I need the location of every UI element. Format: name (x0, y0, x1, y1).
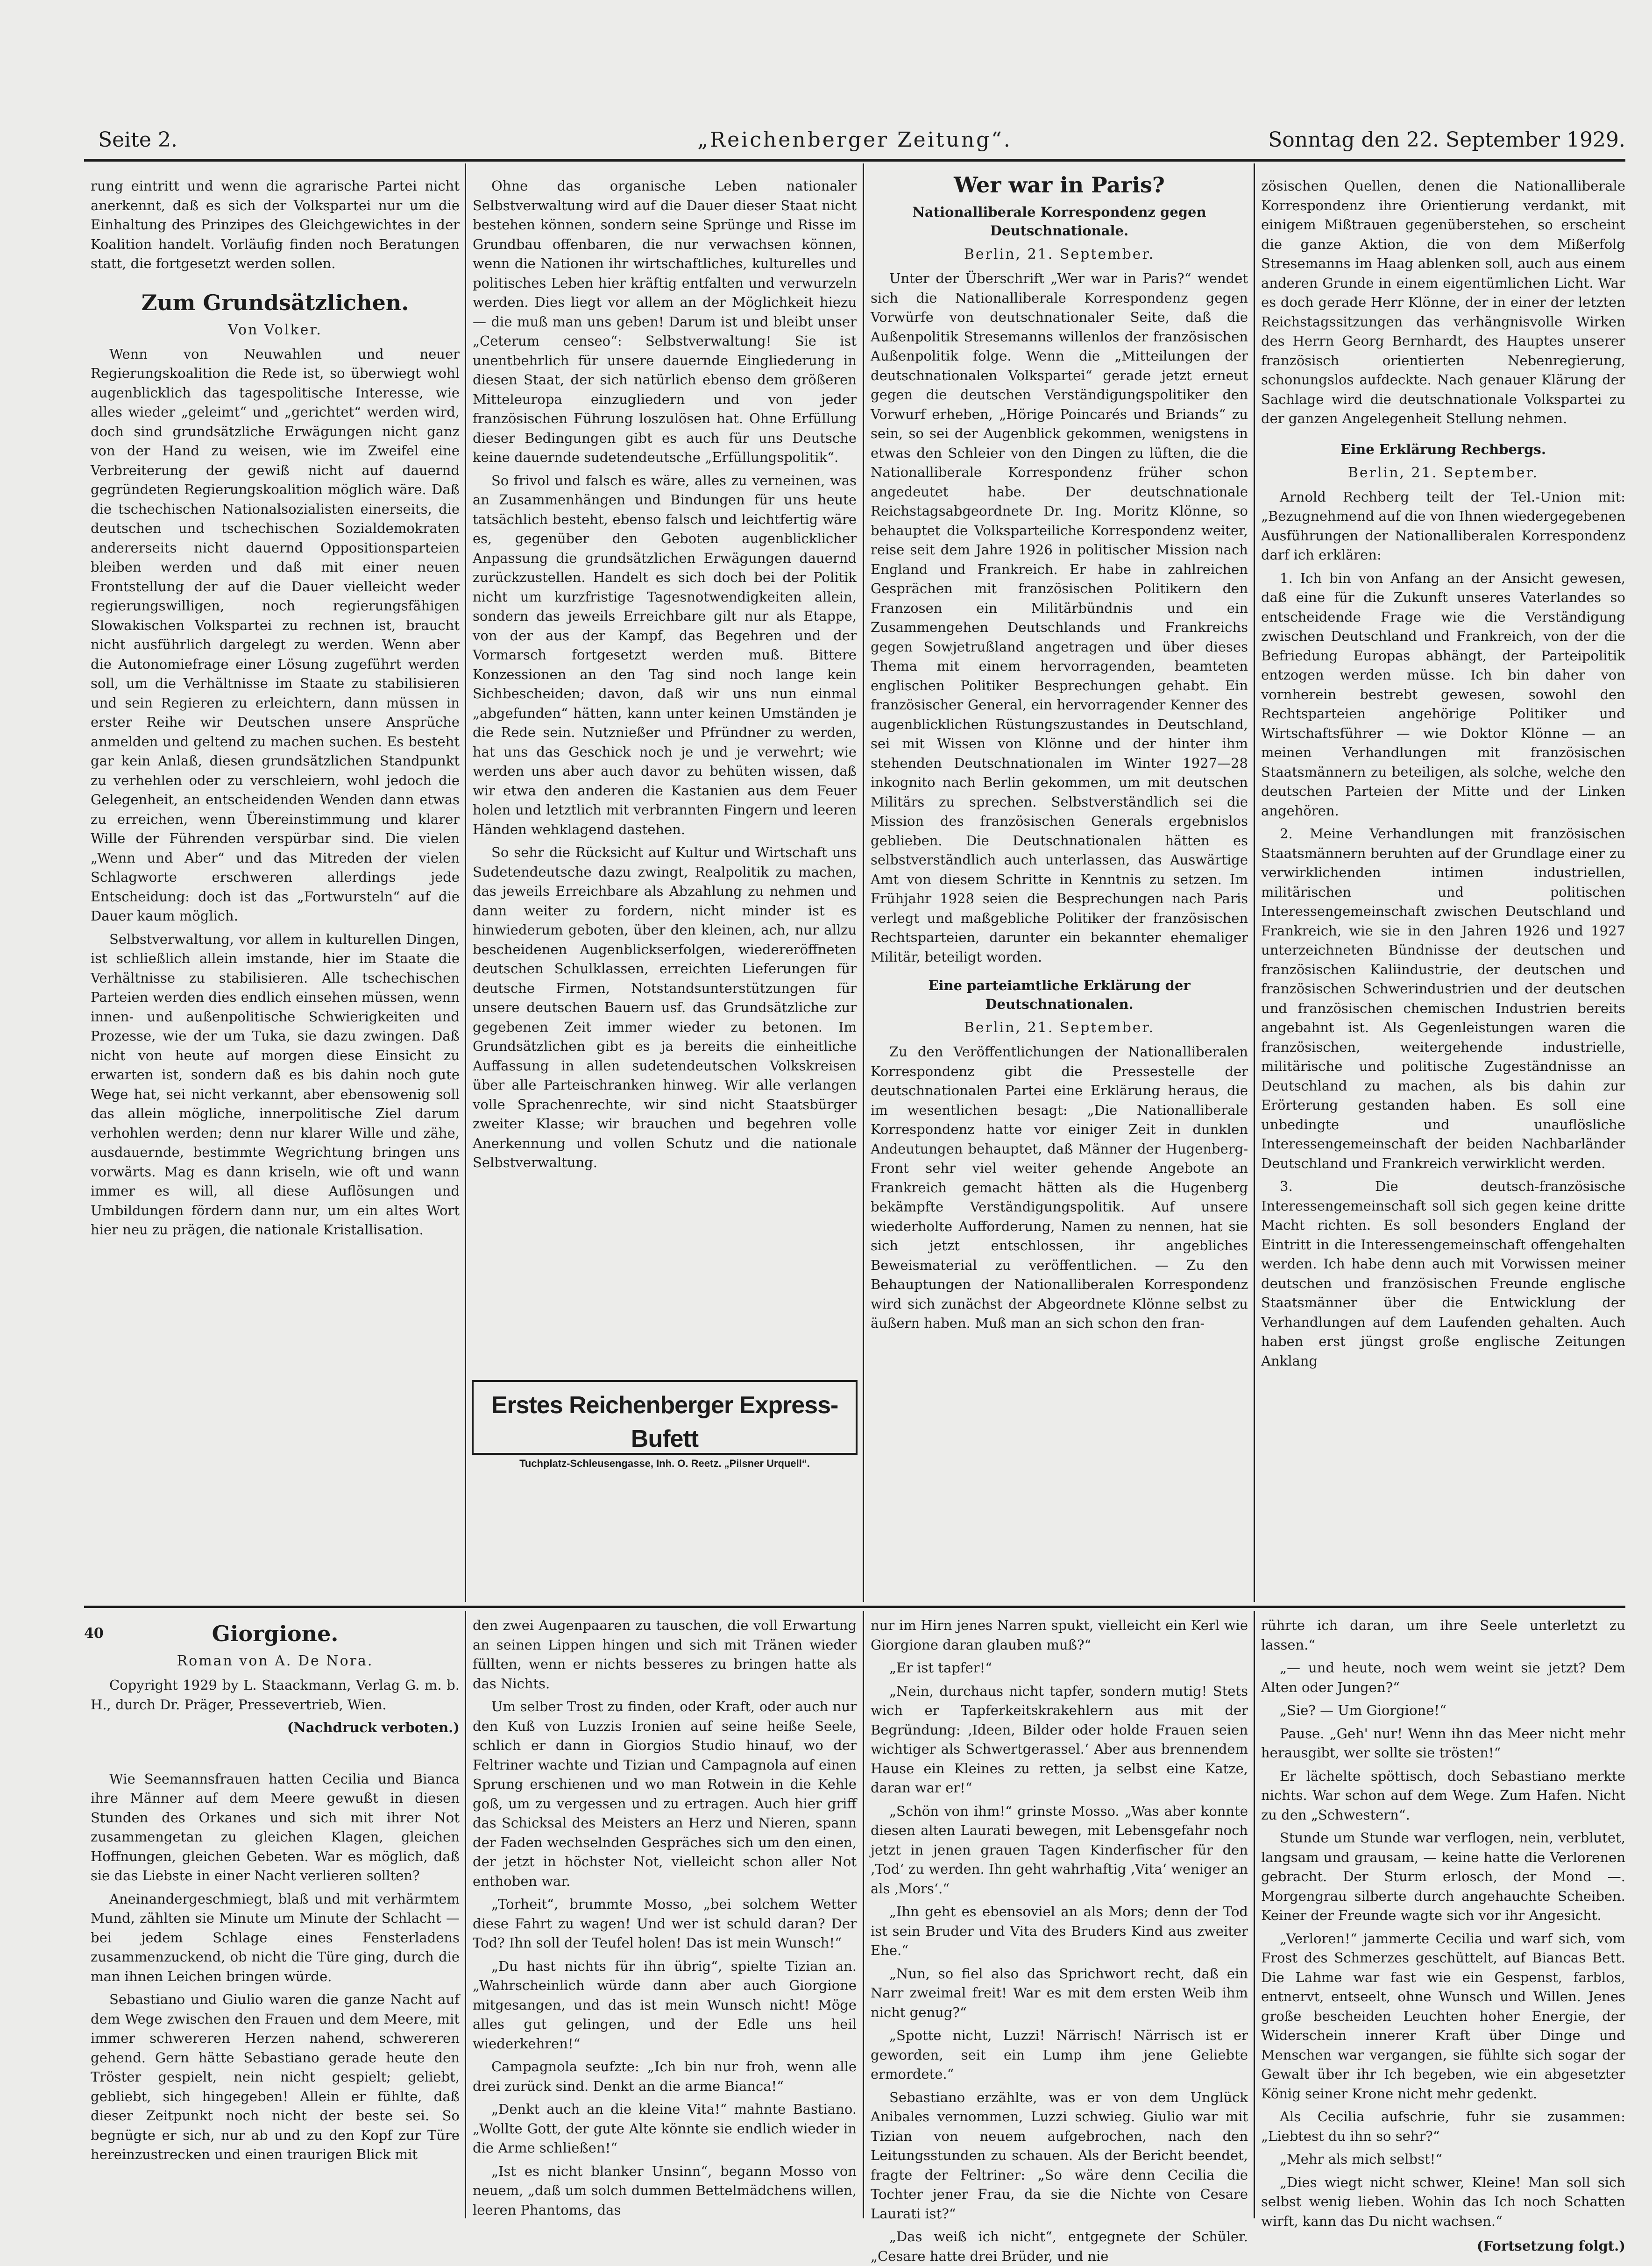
serial-column-4 (1261, 1616, 1625, 2254)
installment-number: 40 (84, 1625, 104, 1642)
paragraph: „Spotte nicht, Luzzi! Närrisch! Närrisch ist er geworden, seit ein Lump ihm jene Geliebte ermordete.“ (871, 2027, 1248, 2082)
paragraph: So sehr die Rücksicht auf Kultur und Wirtschaft uns Sudetendeutsche dazu zwingt, Realpolitik zu machen, das jeweils Erreichbare als Abzahlung zu nehmen und dann weiter zu fordern, nicht minder ist es hinwiederum geboten, über den kleinen, ach, nur allzu bescheidenen Augenblickserfolgen, wiedereröffneten deutschen Schulklassen, erreichten Lieferungen für deutsche Firmen, Notstandsunterstützungen für unsere deutschen Bauern usf. das Grundsätzliche zur gegebenen Zeit immer wieder zu betonen. Im Grundsätzlichen gibt es ja bereits die einheitliche Auffassung in allen sudetendeutschen Volkskreisen über alle Parteischranken hinweg. Wir alle verlangen volle Sprachenrechte, wir sind nicht Staatsbürger zweiter Klasse; wir brauchen und begehren volle Anerkennung und vollen Schutz und die nationale Selbstverwaltung. (473, 844, 857, 1170)
section-rule (84, 1606, 1625, 1608)
paragraph: den zwei Augenpaaren zu tauschen, die voll Erwartung an seinen Lippen hingen und sich mit Tränen wieder füllten, wenn er nichts besseres zu bringen hatte als das Nichts. (473, 1617, 857, 1692)
article-byline: Von Volker. (228, 321, 322, 338)
paragraph: nur im Hirn jenes Narren spukt, vielleicht ein Kerl wie Giorgione daran glauben muß?“ (871, 1617, 1248, 1653)
column-2 (473, 177, 857, 1372)
paragraph: „Sie? — Um Giorgione!“ (1280, 1702, 1446, 1718)
serial-column-3 (871, 1616, 1248, 2264)
paragraph: Pause. „Geh' nur! Wenn ihn das Meer nicht mehr herausgibt, wer sollte sie trösten!“ (1261, 1725, 1625, 1761)
paragraph: Sebastiano und Giulio waren die ganze Nacht auf dem Wege zwischen den Frauen und dem Meere, mit immer schwereren Herzen nahend, schwereren gehend. Gern hätte Sebastiano gerade heute den Tröster gespielt, nein nicht gespielt; geliebt, gebliebt, sich hingegeben! Allein er fühlte, daß dieser Zeitpunkt noch nicht der beste sei. So begnügte er sich, nur ab und zu den Kopf zur Türe hereinzustrecken und einen traurigen Blick mit (91, 1991, 460, 2162)
issue-date: Sonntag den 22. September 1929. (1268, 128, 1625, 152)
serial-title: Giorgione. (212, 1621, 339, 1646)
column-rule (465, 1611, 466, 2218)
paragraph: Sebastiano erzählte, was er von dem Unglück Anibales vernommen, Luzzi schwieg. Giulio war mit Tizian von neuem aufgebrochen, nach den Leitungsstunden zu schauen. Als der Bericht beendet, fragte der Feltriner: „So wäre denn Cecilia die Tochter jener Frau, da sie die Nichte von Cesare Laurati ist?“ (871, 2089, 1248, 2222)
paragraph: Arnold Rechberg teilt der Tel.-Union mit: „Bezugnehmend auf die von Ihnen wiedergegebenen Ausführungen der Nationalliberalen Korrespondenz darf ich erklären: (1261, 489, 1625, 563)
column-rule (1254, 1611, 1255, 2218)
paragraph: Wie Seemannsfrauen hatten Cecilia und Bianca ihre Männer auf dem Meere gewußt in diesen Stunden des Orkanes und sich mit ihrer Not zusammengetan zu gleichen Klagen, gleichen Hoffnungen, gleichen Gebeten. War es möglich, daß sie das Liebste in einer Nacht verlieren sollten? (91, 1770, 460, 1884)
paragraph: „Mehr als mich selbst!“ (1280, 2151, 1443, 2167)
paragraph: Aneinandergeschmiegt, blaß und mit verhärmtem Mund, zählten sie Minute um Minute der Schlacht — bei jedem Schlage eines Fensterladens zusammenzuckend, ob nicht die Türe ging, durch die man ihnen Leichen bringen würde. (91, 1891, 460, 1984)
paragraph: „Er ist tapfer!“ (889, 1660, 993, 1676)
article-title: Zum Grundsätzlichen. (141, 290, 409, 315)
paragraph: Wenn von Neuwahlen und neuer Regierungskoalition die Rede ist, so überwiegt wohl augenblicklich das tagespolitische Interesse, wie alles wieder „geleimt“ und „gerichtet“ werden wird, doch sind grundsätzliche Erwägungen nicht ganz von der Hand zu weisen, wie im Zweifel eine Verbreiterung der gewiß nicht auf dauernd gegründeten Regierungskoalition möglich wäre. Daß die tschechischen Nationalsozialisten einerseits, die deutschen und tschechischen Sozialdemokraten andererseits nicht dauernd Oppositionsparteien bleiben werden und daß mit einer neuen Frontstellung der auf die Dauer vielleicht weder regierungswilligen, noch regierungsfähigen Slowakischen Volkspartei zu rechnen ist, braucht nicht ausführlich dargelegt zu werden. Wenn aber die Autonomiefrage einer Lösung zugeführt werden soll, um die Verhältnisse im Staate zu stabilisieren und sein Regieren zu erleichtern, dann müssen in erster Reihe wir Deutschen unsere Ansprüche anmelden und geltend zu machen suchen. Es besteht gar kein Anlaß, diesen grundsätzlichen Standpunkt zu verhehlen oder zu verschleiern, wohl jedoch die Gelegenheit, an entscheidenden Wenden dann etwas zu erreichen, wenn Übereinstimmung und klarer Wille der Führenden verspürbar sind. Die vielen „Wenn und Aber“ und das Mitreden der vielen Schlagworte erschweren allerdings jede Entscheidung: doch ist das „Fortwursteln“ auf die Dauer kaum möglich. (91, 346, 460, 924)
paragraph: „Torheit“, brummte Mosso, „bei solchem Wetter diese Fahrt zu wagen! Und wer ist schuld daran? Der Tod? Ihn soll der Teufel holen! Das ist mein Wunsch!“ (473, 1896, 857, 1951)
article-title: Eine parteiamtliche Erklärung der Deutschnationalen. (928, 977, 1191, 1012)
paragraph: rührte ich daran, um ihre Seele unterletzt zu lassen.“ (1261, 1617, 1625, 1653)
article-title: Eine Erklärung Rechbergs. (1340, 441, 1546, 457)
newspaper-page (84, 98, 1625, 2264)
paragraph: 1. Ich bin von Anfang an der Ansicht gewesen, daß eine für die Zukunft unseres Vaterlandes so entscheidende Frage wie die Verständigung zwischen Deutschland und Frankreich, von der die Befriedung Europas abhängt, der Parteipolitik entzogen werden müsse. Ich bin daher von vornherein bestrebt gewesen, sowohl den Rechtsparteien angehörige Politiker und Wirtschaftsführer — wie Doktor Klönne — an meinen Verhandlungen mit französischen Staatsmännern zu beteiligen, als solche, welche den deutschen Parteien der Mitte und der Linken angehören. (1261, 570, 1625, 819)
paragraph: „Denkt auch an die kleine Vita!“ mahnte Bastiano. „Wollte Gott, der gute Alte könnte sie endlich wieder in die Arme schließen!“ (473, 2101, 857, 2156)
article-subtitle: Nationalliberale Korrespondenz gegen Deutschnationale. (912, 204, 1206, 239)
paragraph: „Du hast nichts für ihn übrig“, spielte Tizian an. „Wahrscheinlich würde dann aber auch Giorgione mitgesangen, und das ist mein Wunsch nicht! Möge alles gut gelingen, und der Edle uns heil wiederkehren!“ (473, 1958, 857, 2052)
paragraph: Er lächelte spöttisch, doch Sebastiano merkte nichts. War schon auf dem Wege. Zum Hafen. Nicht zu den „Schwestern“. (1261, 1768, 1625, 1823)
column-rule (1254, 163, 1255, 1602)
paragraph: 3. Die deutsch-französische Interessengemeinschaft soll sich gegen keine dritte Macht richten. Es soll besonders England der Eintritt in die Interessengemeinschaft offengehalten werden. Ich habe denn auch mit Vorwissen meiner deutschen und französischen Freunde englische Staatsmänner über die Entwicklung der Verhandlungen auf dem Laufenden gehalten. Auch haben erst jüngst große englische Zeitungen Anklang (1261, 1178, 1625, 1369)
paragraph: Als Cecilia aufschrie, fuhr sie zusammen: „Liebtest du ihn so sehr?“ (1261, 2109, 1625, 2144)
newspaper-title: „Reichenberger Zeitung“. (697, 128, 1012, 152)
column-1 (91, 177, 460, 1596)
continued-notice: (Fortsetzung folgt.) (1476, 2238, 1625, 2254)
column-rule (863, 163, 864, 1602)
ad-details: Tuchplatz-Schleusengasse, Inh. O. Reetz. „Pilsner Urquell“. (519, 1458, 810, 1469)
serial-column-1 (91, 1616, 460, 2223)
column-rule (465, 163, 466, 1602)
paragraph: zösischen Quellen, denen die Nationalliberale Korrespondenz ihre Orientierung verdankt, mit einigem Mißtrauen gegenüberstehen, so erscheint die ganze Aktion, die von dem Mißerfolg Stresemanns im Haag ablenken soll, auch aus einem anderen Grunde in einem eigentümlichen Licht. War es doch gerade Herr Klönne, der in einer der letzten Reichstagssitzungen das verhängnisvolle Wirken des Herrn Georg Bernhardt, des Hauptes unserer französisch orientierten Nebenregierung, schonungslos aufdeckte. Nach genauer Klärung der Sachlage wird die deutschnationale Volkspartei zu der ganzen Angelegenheit Stellung nehmen. (1261, 178, 1625, 426)
advertisement (472, 1380, 858, 1469)
reprint-notice: (Nachdruck verboten.) (287, 1720, 460, 1735)
paragraph: Ohne das organische Leben nationaler Selbstverwaltung wird auf die Dauer dieser Staat nicht bestehen können, sondern seine Sprünge und Risse im Grundbau offenbaren, die nur verwachsen können, wenn die Nationen ihr wirtschaftliches, kulturelles und politisches Leben hier kräftig entfalten und verwurzeln werden. Dies liegt vor allem an der Möglichkeit hiezu — die muß man uns geben! Darum ist und bleibt unser „Ceterum censeo“: Selbstverwaltung! Sie ist unentbehrlich für unsere dauernde Eingliederung in diesen Staat, der sich natürlich ebenso dem größeren Mitteleuropa einzugliedern und von jeder französischen Führung loszulösen hat. Ohne Erfüllung dieser Bedingungen gibt es auch für uns Deutsche keine dauernde sudetendeutsche „Erfüllungspolitik“. (473, 178, 857, 465)
paragraph: Campagnola seufzte: „Ich bin nur froh, wenn alle drei zurück sind. Denkt an die arme Bianca!“ (473, 2059, 857, 2094)
column-3 (871, 168, 1248, 1597)
page-number: Seite 2. (98, 128, 177, 152)
paragraph: „Ihn geht es ebensoviel an als Mors; denn der Tod ist sein Bruder und Vita des Bruders Kind aus zweiter Ehe.“ (871, 1904, 1248, 1958)
dateline: Berlin, 21. September. (1347, 464, 1539, 481)
paragraph: „Ist es nicht blanker Unsinn“, begann Mosso von neuem, „daß um solch dummen Bettelmädchens willen, leeren Phantoms, das (473, 2163, 857, 2218)
paragraph: „Verloren!“ jammerte Cecilia und warf sich, vom Frost des Schmerzes geschüttelt, auf Biancas Bett. Die Lahme war fast wie ein Gespenst, farblos, entnervt, entseelt, ohne Wunsch und Willen. Jenes große bescheiden Leuchten hoher Energie, der Widerschein innerer Kraft über Dinge und Menschen war vergangen, sie fühlte sich sogar der Gewalt über ihr Ich begeben, wie ein abgesetzter König seiner Krone nicht mehr gedenkt. (1261, 1930, 1625, 2102)
masthead-rule (84, 159, 1625, 162)
article-continuation: rung eintritt und wenn die agrarische Partei nicht anerkennt, daß es sich der Volkspartei nur um die Einhaltung des Prinzipes des Gleichgewichtes in der Koalition handelt. Vorläufig finden noch Beratungen statt, die fortgesetzt werden sollen. (91, 178, 460, 271)
paragraph: „Das weiß ich nicht“, entgegnete der Schüler. „Cesare hatte drei Brüder, und nie (871, 2229, 1248, 2264)
paragraph: Zu den Veröffentlichungen der Nationalliberalen Korrespondenz gibt die Pressestelle der deutschnationalen Partei eine Erklärung heraus, die im wesentlichen besagt: „Die Nationalliberale Korrespondenz hatte vor einiger Zeit in dunklen Andeutungen behauptet, daß Männer der Hugenberg-Front sehr viel weiter gehende Angebote an Frankreich gemacht hätten als die Hugenberg bekämpfte Verständigungspolitik. Auf unsere wiederholte Aufforderung, Namen zu nennen, hat sie sich jetzt entschlossen, ihr angebliches Beweismaterial zu veröffentlichen. — Zu den Behauptungen der Nationalliberalen Korrespondenz wird sich zunächst der Abgeordnete Klönne selbst zu äußern haben. Muß man an sich schon den fran- (871, 1044, 1248, 1331)
paragraph: So frivol und falsch es wäre, alles zu verneinen, was an Zusammenhängen und Bindungen für uns heute tatsächlich besteht, ebenso falsch und leichtfertig wäre es, gegenüber den Geboten augenblicklicher Anpassung die grundsätzlichen Erwägungen dauernd zurückzustellen. Handelt es sich doch bei der Politik nicht um kurzfristige Tagesnotwendigkeiten allein, sondern das jeweils Erreichbare gilt nur als Etappe, von der aus der Kampf, das Begehren und der Vormarsch fortgesetzt werden muß. Bittere Konzessionen an den Tag sind noch lange kein Sichbescheiden; davon, daß wir uns nun einmal „abgefunden“ hätten, kann unter keinen Umständen je die Rede sein. Nutznießer und Pfründner zu werden, hat uns das Geschick noch je und je verwehrt; wie werden uns aber auch davor zu behüten wissen, daß wir etwa den anderen die Kastanien aus dem Feuer holen und letztlich mit verbrannten Fingern und leeren Händen wehklagend dastehen. (473, 472, 857, 837)
paragraph: „Nun, so fiel also das Sprichwort recht, daß ein Narr zweimal freit! War es mit dem ersten Weib ihm nicht genug?“ (871, 1965, 1248, 2020)
serial-byline: Roman von A. De Nora. (177, 1653, 374, 1669)
paragraph: „Dies wiegt nicht schwer, Kleine! Man soll sich selbst wenig lieben. Wohin das Ich noch Schatten wirft, kann das Du nicht wachsen.“ (1261, 2174, 1625, 2229)
dateline: Berlin, 21. September. (964, 246, 1155, 262)
paragraph: Unter der Überschrift „Wer war in Paris?“ wendet sich die Nationalliberale Korrespondenz gegen Vorwürfe von deutschnationaler Seite, daß die Außenpolitik Stresemanns willenlos der französischen Außenpolitik folge. Wenn die „Mitteilungen der deutschnationalen Volkspartei“ gerade jetzt erneut gegen die deutschen Verständigungspolitiker den Vorwurf erheben, „Hörige Poincarés und Briands“ zu sein, so sei der Augenblick gekommen, wenigstens in etwas den Schleier von den Dingen zu lüften, die die Nationalliberale Korrespondenz früher schon angedeutet habe. Der deutschnationale Reichstagsabgeordnete Dr. Ing. Moritz Klönne, so behauptet die Volksparteiliche Korrespondenz weiter, reise seit dem Jahre 1926 in politischer Mission nach England und Frankreich. Er habe in zahlreichen Gesprächen mit französischen Politikern den Franzosen ein Militärbündnis und ein Zusammengehen Deutschlands und Frankreichs gegen Sowjetrußland angetragen und über dieses Thema mit einem hervorragenden, beamteten englischen Politiker Besprechungen gehabt. Ein französischer General, ein hervorragender Kenner des augenblicklichen Rüstungszustandes in Deutschland, sei mit Wissen von Klönne und der hinter ihm stehenden Deutschnationalen im Winter 1927—28 inkognito nach Berlin gekommen, um mit deutschen Militärs zu sprechen. Selbstverständlich sei die Mission des französischen Generals ergebnislos geblieben. Die Deutschnationalen hätten es selbstverständlich auch unterlassen, das Auswärtige Amt von diesem Schritte in Kenntnis zu setzen. Im Frühjahr 1928 seien die Besprechungen nach Paris verlegt und maßgebliche Politiker der französischen Rechtsparteien, darunter ein bekannter ehemaliger Militär, beteiligt worden. (871, 270, 1248, 965)
serial-column-2 (473, 1616, 857, 2223)
paragraph: „Nein, durchaus nicht tapfer, sondern mutig! Stets wich er Tapferkeitskrakehlern aus mit der Begründung: ‚Ideen, Bilder oder holde Frauen seien wichtiger als Schwertgerassel.‘ Aber aus brennendem Hause ein Kleines zu retten, ja selbst eine Katze, daran war er!“ (871, 1683, 1248, 1796)
masthead (84, 124, 1625, 156)
paragraph: 2. Meine Verhandlungen mit französischen Staatsmännern beruhten auf der Grundlage einer zu verwirklichenden intimen industriellen, militärischen und politischen Interessengemeinschaft zwischen Deutschland und Frankreich, wie sie in den Jahren 1926 und 1927 unterzeichneten Bündnisse der deutschen und französischen Kaliindustrie, der deutschen und französischen Schwerindustrien und der deutschen und französischen chemischen Industrien bereits angebahnt ist. Als Gegenleistungen waren die französischen, weitergehende industrielle, militärische und politische Zugeständnisse an Deutschland zu machen, als bis dahin zur Erörterung gestanden haben. Es soll eine unbedingte und unauflösliche Interessengemeinschaft der beiden Nachbarländer Deutschland und Frankreich verwirklicht werden. (1261, 826, 1625, 1171)
dateline: Berlin, 21. September. (964, 1020, 1155, 1036)
column-rule (863, 1611, 864, 2218)
paragraph: Um selber Trost zu finden, oder Kraft, oder auch nur den Kuß von Luzzis Ironien auf seine heiße Seele, schlich er dann in Giorgios Studio hinauf, wo der Feltriner wachte und Tizian und Campagnola auf einen Sprung erschienen und wo man Rotwein in die Kehle goß, um zu vergessen und zu ertragen. Auch hier griff das Schicksal des Meisters an Herz und Nieren, spann der Faden wechselnden Gespräches sich um den einen, der jetzt in höchster Not, vielleicht schon aller Not enthoben war. (473, 1699, 857, 1889)
paragraph: „— und heute, noch wem weint sie jetzt? Dem Alten oder Jungen?“ (1261, 1660, 1625, 1695)
paragraph: „Schön von ihm!“ grinste Mosso. „Was aber konnte diesen alten Laurati bewegen, mit Lebensgefahr noch jetzt in jenen grauen Tagen Kinderfischer für den ‚Tod‘ zu werden. Ihn geht wahrhaftig ‚Vita‘ weniger an als ‚Mors‘.“ (871, 1803, 1248, 1897)
paragraph: Selbstverwaltung, vor allem in kulturellen Dingen, ist schließlich allein imstande, hier im Staate die Verhältnisse zu stabilisieren. Alle tschechischen Parteien werden dies endlich einsehen müssen, wenn innen- und außenpolitische Schwierigkeiten und Prozesse, wie der um Tuka, sie dazu zwingen. Daß nicht von heute auf morgen diese Einsicht zu erwarten ist, sondern daß es bis dahin noch gute Wege hat, sei nicht verkannt, aber ebensowenig soll das allein mögliche, innerpolitische Ziel darum verhohlen werden; denn nur klarer Wille und zähe, ausdauernde, bestimmte Wegrichtung bringen uns vorwärts. Mag es dann kriseln, wie oft und wann immer es will, all diese Auflösungen und Umbildungen fördern dann nur, um ein altes Wort hier neu zu prägen, die nationale Kristallisation. (91, 931, 460, 1238)
paragraph: Stunde um Stunde war verflogen, nein, verblutet, langsam und grausam, — keine hatte die Verlorenen gebracht. Der Sturm erlosch, der Mond —. Morgengrau silberte durch angehauchte Scheiben. Keiner der Freunde wagte sich vor ihr Angesicht. (1261, 1830, 1625, 1923)
column-4 (1261, 177, 1625, 1596)
ad-name: Erstes Reichenberger Express-Bufett (491, 1392, 838, 1452)
copyright-notice: Copyright 1929 by L. Staackmann, Verlag G. m. b. H., durch Dr. Präger, Pressevertrieb, Wien. (91, 1677, 460, 1713)
article-title: Wer war in Paris? (954, 172, 1165, 198)
